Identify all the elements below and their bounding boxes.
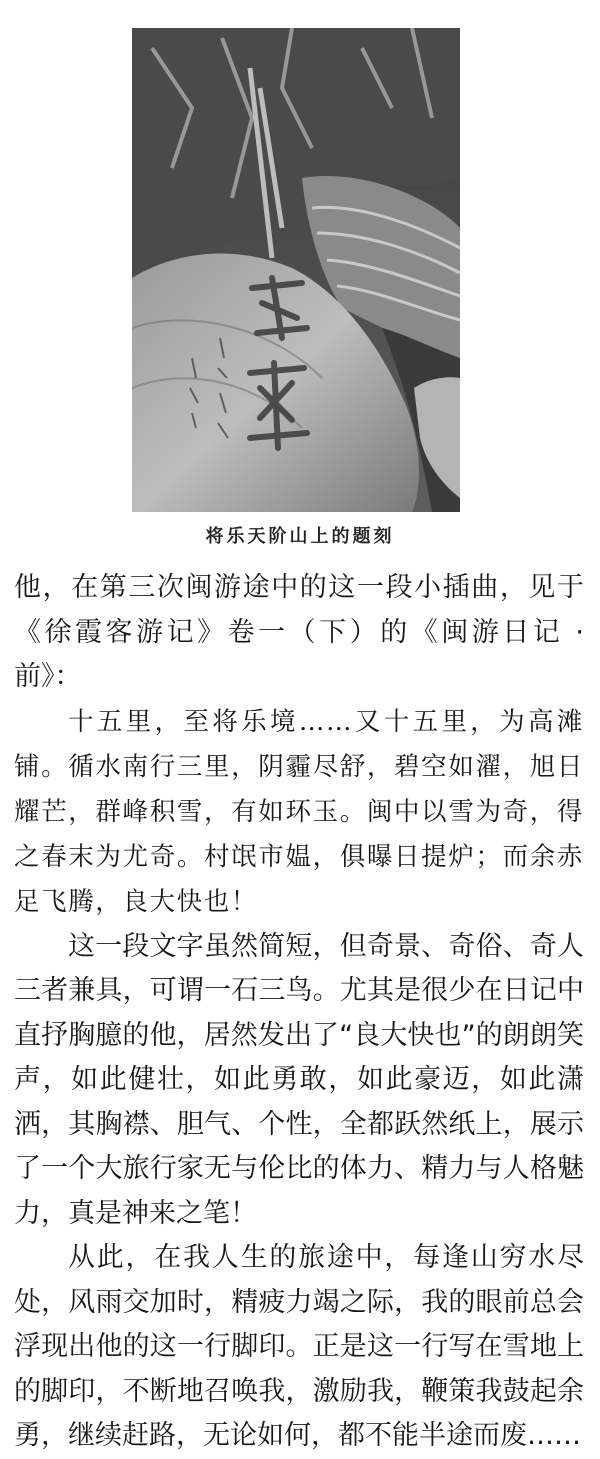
quoted-diary-excerpt: 十五里，至将乐境……又十五里，为高滩铺。循水南行三里，阴霾尽舒，碧空如濯，旭日耀芒，群峰积雪，有如环玉。闽中以雪为奇，得之春末为尤奇。村氓市媪，俱曝日提炉；而余赤足飞腾，良大快也！ [14, 706, 584, 917]
rock-carving-photo [132, 28, 460, 512]
rock-carving-photo-icon [132, 28, 460, 512]
paragraph-intro: 他，在第三次闽游途中的这一段小插曲，见于《徐霞客游记》卷一（下）的《闽游日记 · 前》： [14, 572, 584, 692]
paragraph-commentary: 这一段文字虽然简短，但奇景、奇俗、奇人三者兼具，可谓一石三鸟。尤其是很少在日记中直抒胸臆的他，居然发出了“良大快也”的朗朗笑声，如此健壮，如此勇敢，如此豪迈，如此潇洒，其胸襟、胆气、个性，全都跃然纸上，展示了一个大旅行家无与伦比的体力、精力与人格魅力，真是神来之笔！ [14, 930, 584, 1229]
paragraph-conclusion: 从此，在我人生的旅途中，每逢山穷水尽处，风雨交加时，精疲力竭之际，我的眼前总会浮现出他的这一行脚印。正是这一行写在雪地上的脚印，不断地召唤我，激励我，鞭策我鼓起余勇，继续赶路，无论如何，都不能半途而废…… [14, 1242, 584, 1451]
article-body [14, 566, 584, 1459]
photo-caption: 将乐天阶山上的题刻 [205, 526, 395, 547]
